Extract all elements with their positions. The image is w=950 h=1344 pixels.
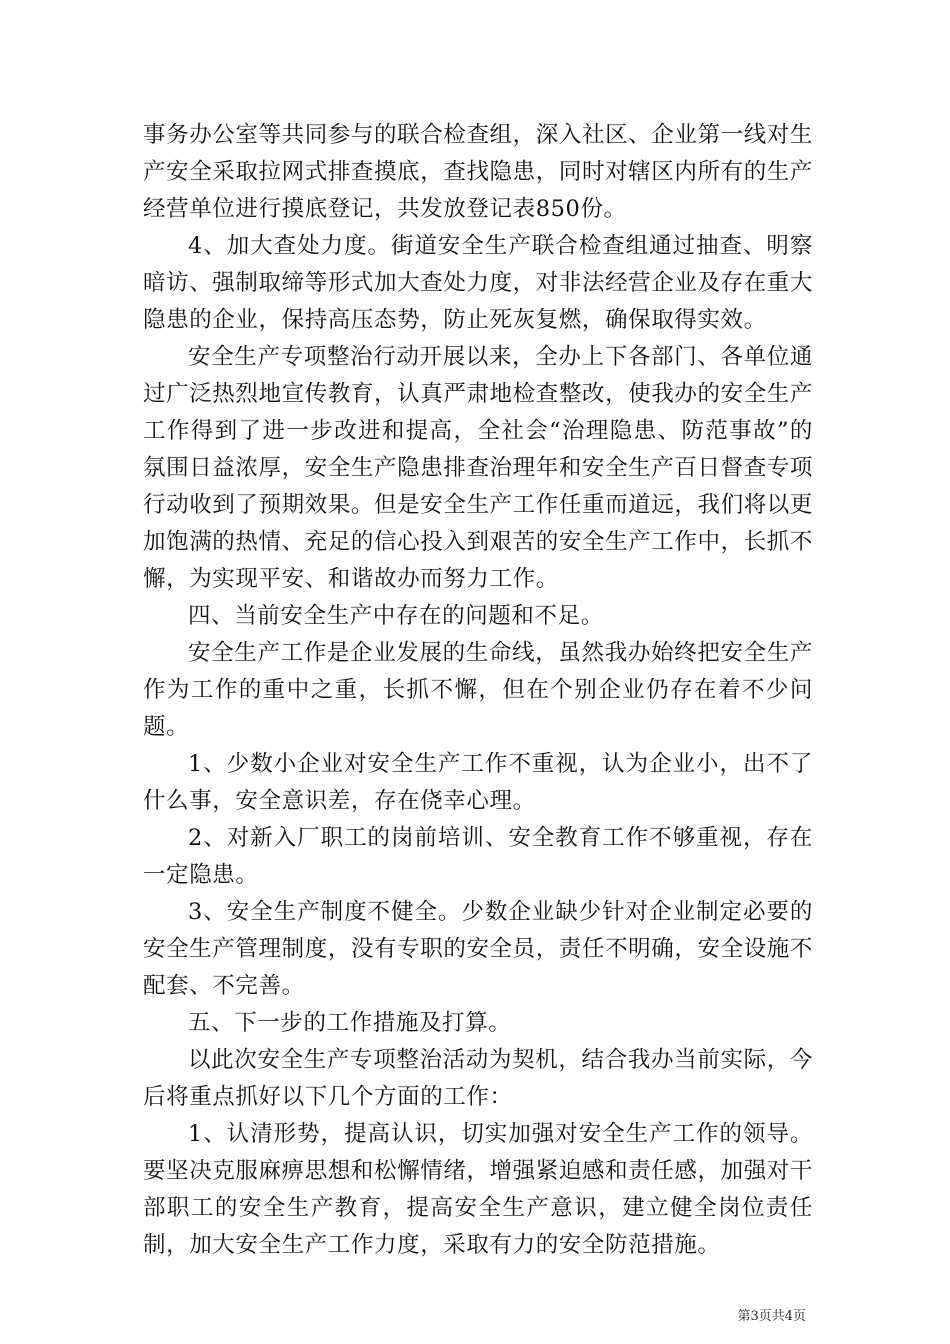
- section-heading-next-steps: 五、下一步的工作措施及打算。: [188, 1010, 512, 1036]
- paragraph-item-4-enforcement: 4、加大查处力度。街道安全生产联合检查组通过抽查、明察暗访、强制取缔等形式加大查处力度，对非法经营企业及存在重大隐患的企业，保持高压态势，防止死灰复燃，确保取得实效。: [143, 233, 813, 333]
- paragraph-problems-intro: 安全生产工作是企业发展的生命线，虽然我办始终把安全生产作为工作的重中之重，长抓不懈，但在个别企业仍存在着不少问题。: [143, 640, 813, 740]
- paragraph-problem-2: 2、对新入厂职工的岗前培训、安全教育工作不够重视，存在一定隐患。: [143, 825, 813, 888]
- page-number: 第3页共4页: [737, 1309, 806, 1324]
- paragraph-campaign-summary: 安全生产专项整治行动开展以来，全办上下各部门、各单位通过广泛热烈地宣传教育，认真严肃地检查整改，使我办的安全生产工作得到了进一步改进和提高，全社会“治理隐患、防范事故”的氛围日益浓厚，安全生产隐患排查治理年和安全生产百日督查专项行动收到了预期效果。但是安全生产工作任重而道远，我们将以更加饱满的热情、充足的信心投入到艰苦的安全生产工作中，长抓不懈，为实现平安、和谐故办而努力工作。: [143, 344, 813, 592]
- paragraph-measure-1: 1、认清形势，提高认识，切实加强对安全生产工作的领导。要坚决克服麻痹思想和松懈情绪，增强紧迫感和责任感，加强对干部职工的安全生产教育，提高安全生产意识，建立健全岗位责任制，加大安全生产工作力度，采取有力的安全防范措施。: [143, 1121, 813, 1258]
- paragraph-problem-1: 1、少数小企业对安全生产工作不重视，认为企业小，出不了什么事，安全意识差，存在侥幸心理。: [143, 751, 813, 814]
- paragraph-next-steps-intro: 以此次安全生产专项整治活动为契机，结合我办当前实际，今后将重点抓好以下几个方面的工作：: [143, 1047, 813, 1110]
- paragraph-continuation: 事务办公室等共同参与的联合检查组，深入社区、企业第一线对生产安全采取拉网式排查摸底，查找隐患，同时对辖区内所有的生产经营单位进行摸底登记，共发放登记表850份。: [143, 122, 813, 222]
- paragraph-problem-3: 3、安全生产制度不健全。少数企业缺少针对企业制定必要的安全生产管理制度，没有专职的安全员，责任不明确，安全设施不配套、不完善。: [143, 899, 813, 999]
- section-heading-problems: 四、当前安全生产中存在的问题和不足。: [188, 603, 604, 629]
- document-body: [143, 117, 813, 1264]
